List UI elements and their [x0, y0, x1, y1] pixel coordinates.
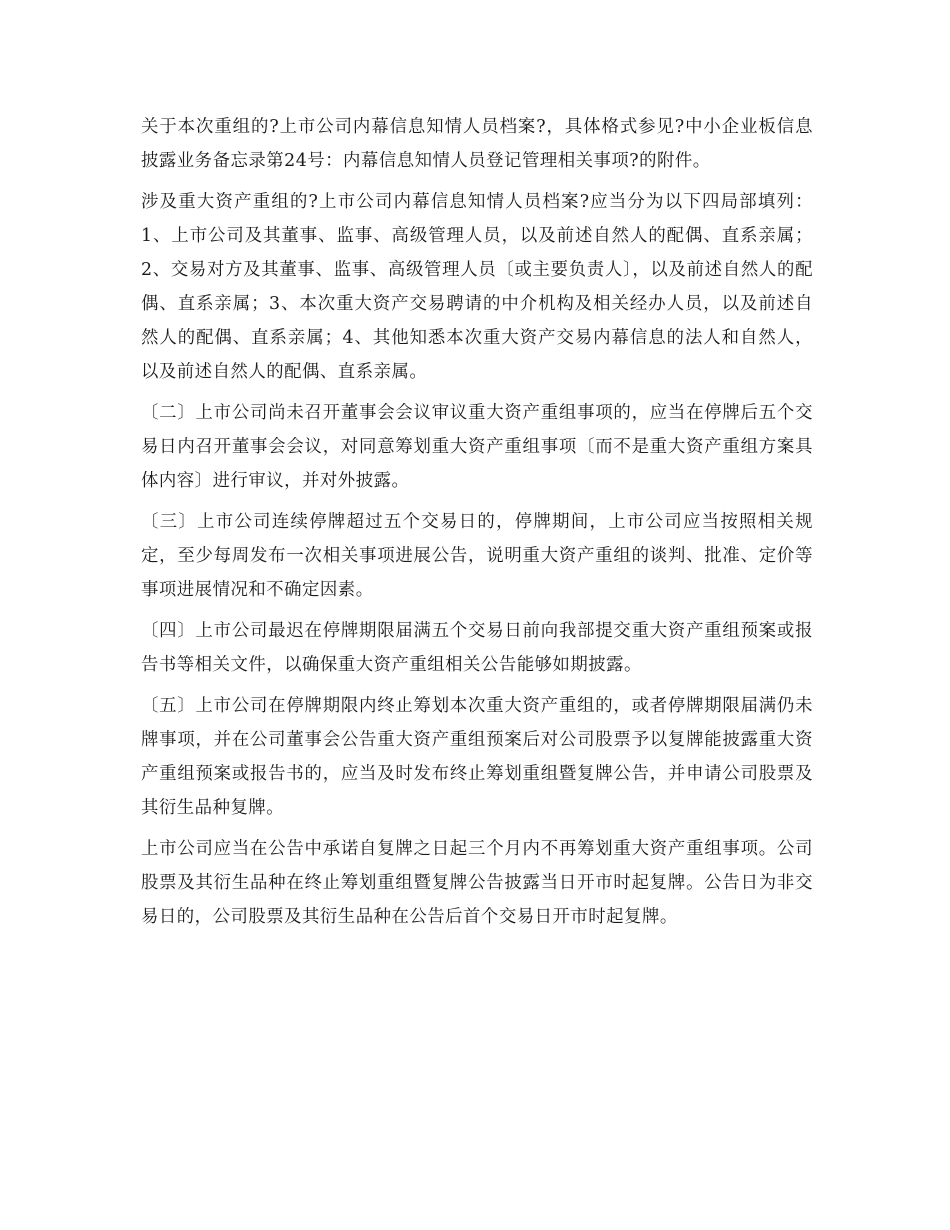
paragraph-item-2: 〔二〕上市公司尚未召开董事会会议审议重大资产重组事项的，应当在停牌后五个交易日内召开董事会会议，对同意筹划重大资产重组事项〔而不是重大资产重组方案具体内容〕进行审议，并对外披露。 — [141, 403, 813, 491]
paragraph-item-3: 〔三〕上市公司连续停牌超过五个交易日的，停牌期间，上市公司应当按照相关规定，至少每周发布一次相关事项进展公告，说明重大资产重组的谈判、批准、定价等事项进展情况和不确定因素。 — [141, 512, 813, 600]
paragraph-item-4: 〔四〕上市公司最迟在停牌期限届满五个交易日前向我部提交重大资产重组预案或报告书等相关文件，以确保重大资产重组相关公告能够如期披露。 — [141, 621, 813, 675]
document-body — [141, 110, 813, 934]
paragraph-item-5: 〔五〕上市公司在停牌期限内终止筹划本次重大资产重组的，或者停牌期限届满仍未牌事项，并在公司董事会公告重大资产重组预案后对公司股票予以复牌能披露重大资产重组预案或报告书的，应当及时发布终止筹划重组暨复牌公告，并申请公司股票及其衍生品种复牌。 — [141, 696, 813, 818]
paragraph-insider-archive-parts: 涉及重大资产重组的?上市公司内幕信息知情人员档案?应当分为以下四局部填列：1、上市公司及其董事、监事、高级管理人员，以及前述自然人的配偶、直系亲属；2、交易对方及其董事、监事、高级管理人员〔或主要负责人〕，以及前述自然人的配偶、直系亲属；3、本次重大资产交易聘请的中介机构及相关经办人员，以及前述自然人的配偶、直系亲属；4、其他知悉本次重大资产交易内幕信息的法人和自然人，以及前述自然人的配偶、直系亲属。 — [141, 192, 813, 382]
paragraph-insider-archive-format: 关于本次重组的?上市公司内幕信息知情人员档案?，具体格式参见?中小企业板信息披露业务备忘录第24号：内幕信息知情人员登记管理相关事项?的附件。 — [141, 117, 813, 171]
paragraph-resumption-commitment: 上市公司应当在公告中承诺自复牌之日起三个月内不再筹划重大资产重组事项。公司股票及其衍生品种在终止筹划重组暨复牌公告披露当日开市时起复牌。公告日为非交易日的，公司股票及其衍生品种在公告后首个交易日开市时起复牌。 — [141, 839, 813, 927]
